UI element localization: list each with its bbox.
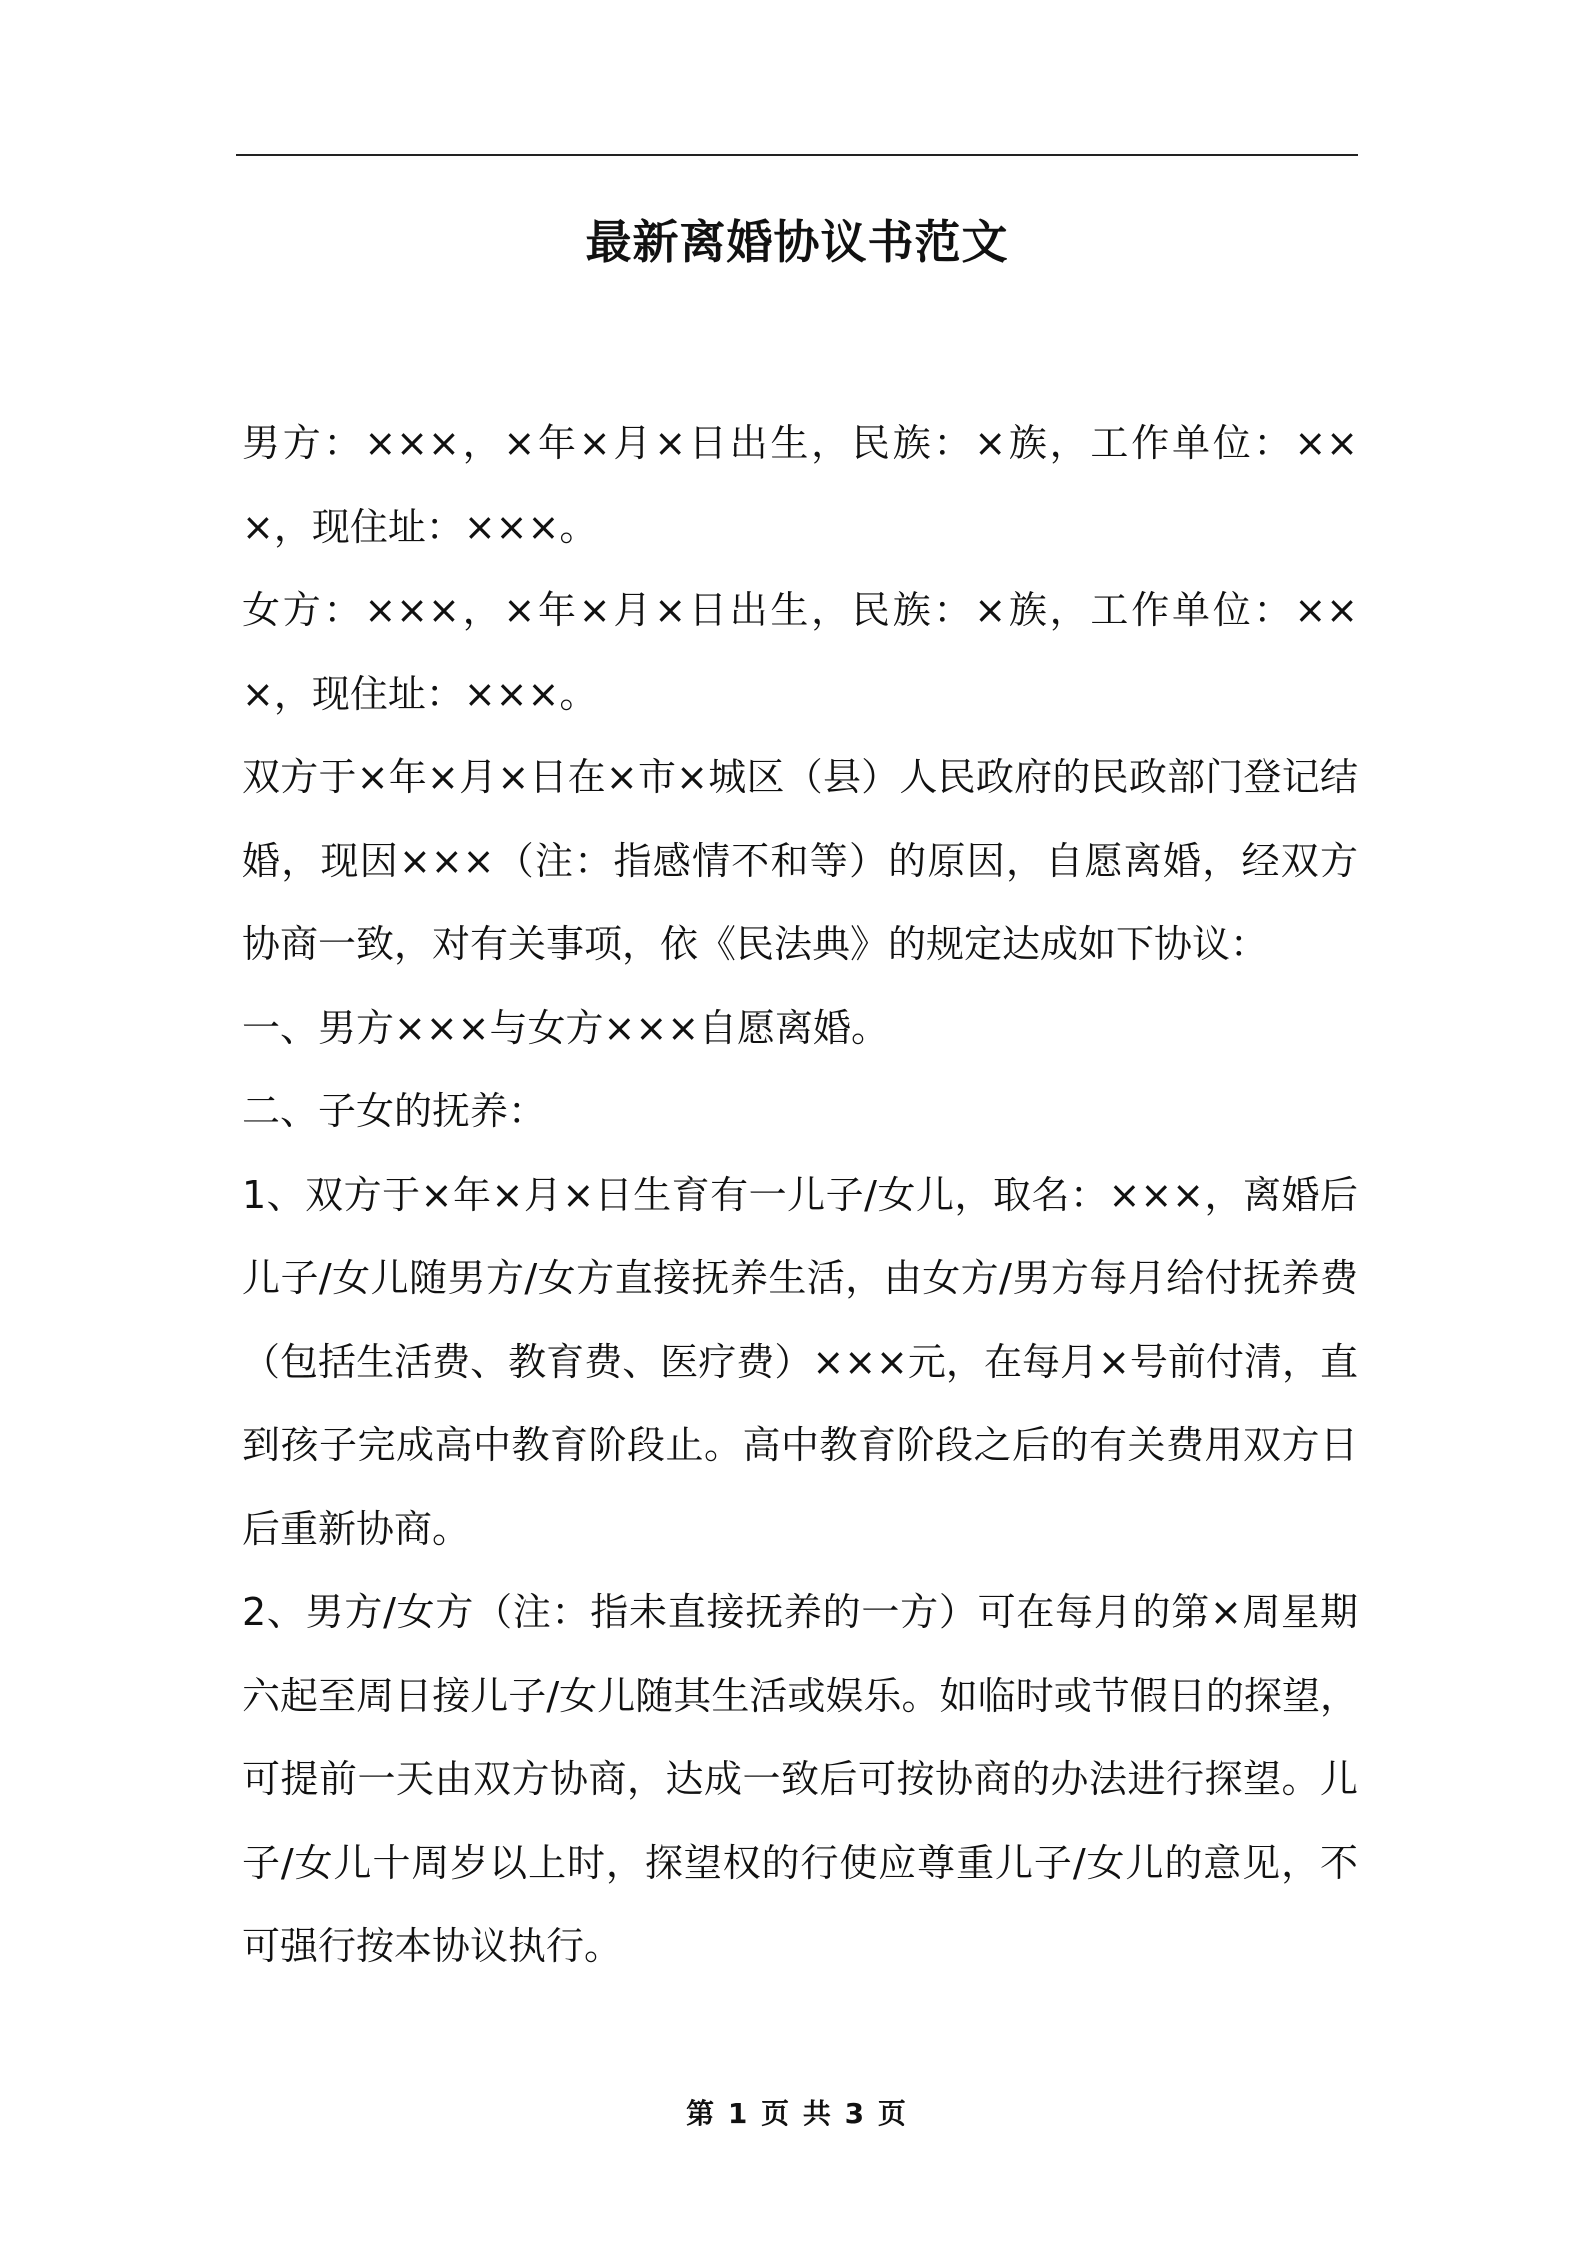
paragraph-clause-one: 一、男方×××与女方×××自愿离婚。 — [242, 1005, 890, 1050]
paragraph-husband-info: 男方：×××，×年×月×日出生，民族：×族，工作单位：×××，现住址：×××。 — [242, 421, 1358, 549]
page-number-footer: 第 1 页 共 3 页 — [686, 2097, 908, 2130]
header-divider — [236, 154, 1358, 156]
document-body — [242, 402, 1358, 1989]
paragraph-visitation-rights: 2、男方/女方（注：指未直接抚养的一方）可在每月的第×周星期六起至周日接儿子/女儿随其生活或娱乐。如临时或节假日的探望，可提前一天由双方协商，达成一致后可按协商的办法进行探望。儿子/女儿十周岁以上时，探望权的行使应尊重儿子/女儿的意见，不可强行按本协议执行。 — [242, 1590, 1358, 1968]
paragraph-wife-info: 女方：×××，×年×月×日出生，民族：×族，工作单位：×××，现住址：×××。 — [242, 588, 1358, 716]
paragraph-child-custody: 1、双方于×年×月×日生育有一儿子/女儿，取名：×××，离婚后儿子/女儿随男方/女方直接抚养生活，由女方/男方每月给付抚养费（包括生活费、教育费、医疗费）×××元，在每月×号前付清，直到孩子完成高中教育阶段止。高中教育阶段之后的有关费用双方日后重新协商。 — [242, 1172, 1358, 1551]
paragraph-clause-two-heading: 二、子女的抚养： — [242, 1089, 547, 1133]
document-title: 最新离婚协议书范文 — [585, 215, 1009, 269]
paragraph-agreement-preamble: 双方于×年×月×日在×市×城区（县）人民政府的民政部门登记结婚，现因×××（注：指感情不和等）的原因，自愿离婚，经双方协商一致，对有关事项，依《民法典》的规定达成如下协议： — [242, 755, 1358, 966]
